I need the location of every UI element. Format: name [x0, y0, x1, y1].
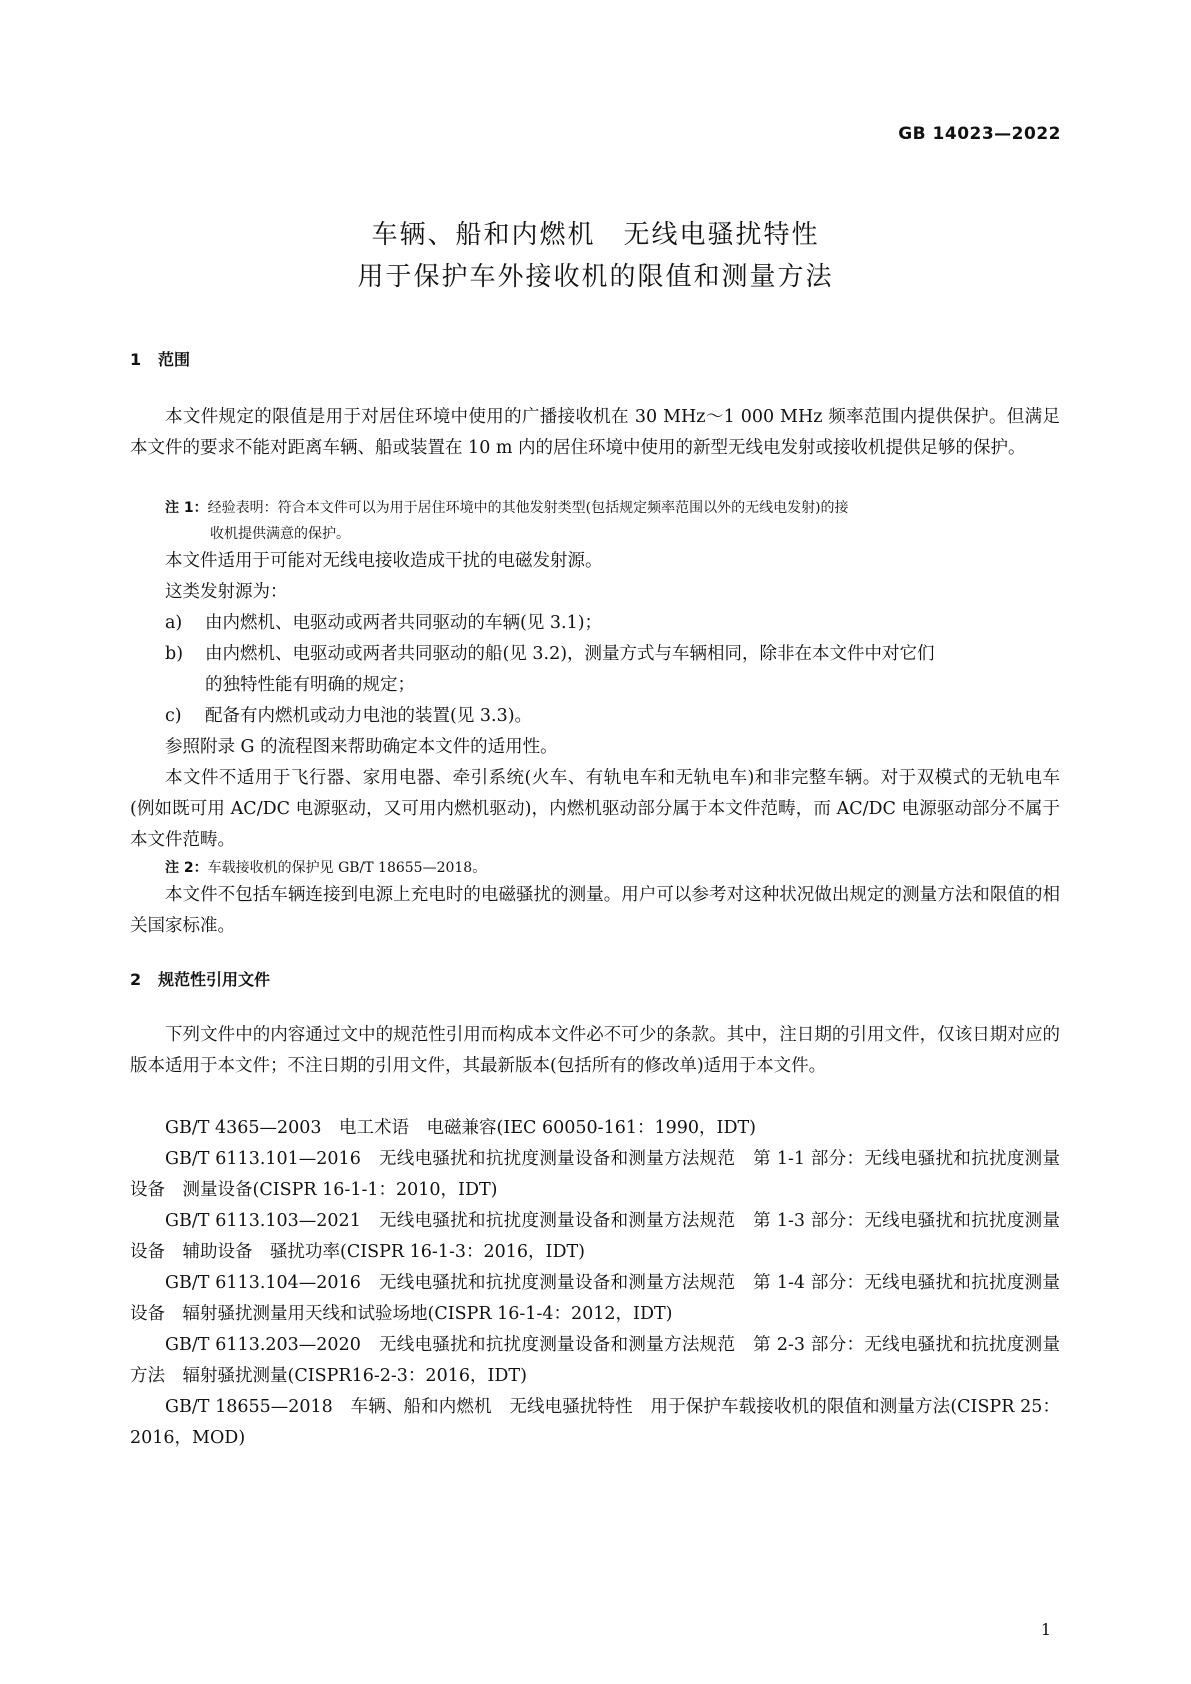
paragraph: 本文件规定的限值是用于对居住环境中使用的广播接收机在 30 MHz～1 000 MHz 频率范围内提供保护。但满足本文件的要求不能对距离车辆、船或装置在 10 m 内的居住环境中使用的新型无线电发射或接收机提供足够的保护。 — [130, 407, 1060, 458]
list-item-a — [165, 608, 1060, 639]
title-line-2: 用于保护车外接收机的限值和测量方法 — [357, 262, 834, 292]
list-text: 由内燃机、电驱动或两者共同驱动的船(见 3.2)，测量方式与车辆相同，除非在本文件中对它们 — [205, 644, 935, 664]
reference-item: GB/T 6113.203—2020 无线电骚扰和抗扰度测量设备和测量方法规范 第 2-3 部分：无线电骚扰和抗扰度测量方法 辐射骚扰测量(CISPR16-2-3：2016，IDT) — [130, 1335, 1060, 1386]
note-1 — [165, 495, 1060, 547]
list-label: a) — [165, 613, 183, 633]
page-number: 1 — [1040, 1620, 1051, 1639]
section-number: 2 — [130, 970, 142, 989]
list-label: c) — [165, 706, 182, 726]
paragraph: 参照附录 G 的流程图来帮助确定本文件的适用性。 — [165, 737, 558, 757]
list-text: 的独特性能有明确的规定； — [205, 675, 415, 695]
note-label: 注 1： — [165, 500, 208, 516]
reference-item: GB/T 4365—2003 电工术语 电磁兼容(IEC 60050-161：1990，IDT) — [165, 1118, 756, 1138]
paragraph: 这类发射源为： — [165, 582, 288, 602]
section-2-heading — [130, 967, 270, 990]
reference-item: GB/T 6113.103—2021 无线电骚扰和抗扰度测量设备和测量方法规范 第 1-3 部分：无线电骚扰和抗扰度测量设备 辅助设备 骚扰功率(CISPR 16-1-3：2016，IDT) — [130, 1211, 1060, 1262]
paragraph: 本文件不包括车辆连接到电源上充电时的电磁骚扰的测量。用户可以参考对这种状况做出规定的测量方法和限值的相关国家标准。 — [130, 885, 1060, 936]
section-1-heading — [130, 347, 190, 370]
paragraph: 本文件适用于可能对无线电接收造成干扰的电磁发射源。 — [165, 551, 603, 571]
section-title: 规范性引用文件 — [158, 970, 271, 989]
note-text: 车载接收机的保护见 GB/T 18655—2018。 — [207, 860, 487, 876]
list-item-b — [165, 639, 1060, 701]
section-number: 1 — [130, 350, 142, 369]
list-item-c — [165, 701, 1060, 732]
title-line-1: 车辆、船和内燃机 无线电骚扰特性 — [371, 220, 820, 250]
paragraph: 本文件不适用于飞行器、家用电器、牵引系统(火车、有轨电车和无轨电车)和非完整车辆。对于双模式的无轨电车(例如既可用 AC/DC 电源驱动，又可用内燃机驱动)，内燃机驱动部分属于本文件范畴，而 AC/DC 电源驱动部分不属于本文件范畴。 — [130, 768, 1060, 850]
note-label: 注 2： — [165, 860, 208, 876]
list-text: 配备有内燃机或动力电池的装置(见 3.3)。 — [205, 706, 533, 726]
standard-number: GB 14023—2022 — [898, 124, 1061, 144]
paragraph: 下列文件中的内容通过文中的规范性引用而构成本文件必不可少的条款。其中，注日期的引用文件，仅该日期对应的版本适用于本文件；不注日期的引用文件，其最新版本(包括所有的修改单)适用于本文件。 — [130, 1025, 1060, 1076]
list-text: 由内燃机、电驱动或两者共同驱动的车辆(见 3.1)； — [205, 613, 603, 633]
reference-item: GB/T 18655—2018 车辆、船和内燃机 无线电骚扰特性 用于保护车载接收机的限值和测量方法(CISPR 25：2016，MOD) — [130, 1397, 1060, 1448]
note-text: 收机提供满意的保护。 — [210, 526, 350, 542]
note-text: 经验表明：符合本文件可以为用于居住环境中的其他发射类型(包括规定频率范围以外的无线电发射)的接 — [207, 500, 849, 516]
reference-item: GB/T 6113.104—2016 无线电骚扰和抗扰度测量设备和测量方法规范 第 1-4 部分：无线电骚扰和抗扰度测量设备 辐射骚扰测量用天线和试验场地(CISPR 16-1-4：2012，IDT) — [130, 1273, 1060, 1324]
section-title: 范围 — [158, 350, 191, 369]
note-2 — [165, 855, 1060, 881]
reference-item: GB/T 6113.101—2016 无线电骚扰和抗扰度测量设备和测量方法规范 第 1-1 部分：无线电骚扰和抗扰度测量设备 测量设备(CISPR 16-1-1：2010，IDT) — [130, 1149, 1060, 1200]
list-label: b) — [165, 644, 184, 664]
